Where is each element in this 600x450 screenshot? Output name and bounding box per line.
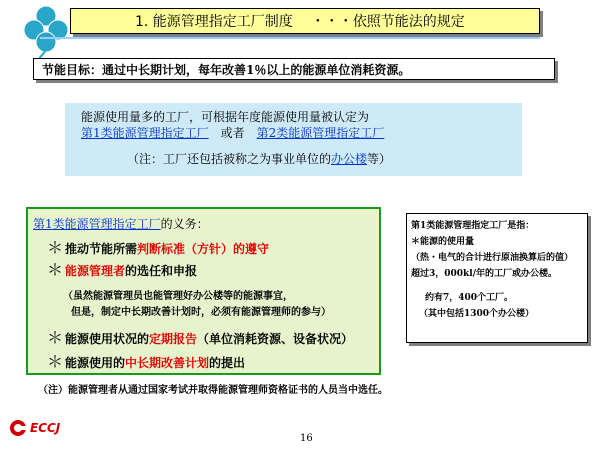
explain-types bbox=[81, 125, 522, 141]
side-line-3: （热・电气的合计进行原油换算后的值） bbox=[411, 253, 574, 263]
duty-sub-1: （虽然能源管理员也能管理好办公楼等的能源事宜， bbox=[63, 291, 293, 302]
star-bullet-icon: ＊ bbox=[47, 328, 64, 347]
star-bullet-icon: ＊ bbox=[47, 352, 64, 371]
explain-note bbox=[81, 151, 522, 167]
star-bullet-icon: ＊ bbox=[47, 238, 64, 257]
duty-item-1-highlight: 判断标准（方针）的遵守 bbox=[137, 242, 270, 256]
duty-item-1: ＊ 推动节能所需判断标准（方针）的遵守 bbox=[47, 238, 270, 257]
logo-text: ECCJ bbox=[30, 421, 61, 435]
goal-text: 节能目标：通过中长期计划，每年改善1％以上的能源单位消耗资源。 bbox=[42, 63, 411, 77]
type1-link[interactable]: 第1类能源管理指定工厂 bbox=[81, 126, 209, 140]
duty-item-4: ＊ 能源使用的中长期改善计划的提出 bbox=[47, 352, 246, 371]
duties-heading-rest: 的义务： bbox=[160, 217, 209, 231]
side-line-2: ＊能源的使用量 bbox=[411, 237, 475, 247]
side-line-1: 第1类能源管理指定工厂是指： bbox=[411, 221, 535, 231]
duty-item-2: ＊ 能源管理者的选任和申报 bbox=[47, 260, 198, 279]
title-dots: ・・・ bbox=[310, 14, 353, 30]
duty-item-3: ＊ 能源使用状况的定期报告（单位消耗资源、设备状况） bbox=[47, 328, 354, 347]
title-banner bbox=[70, 8, 540, 34]
duties-heading-link[interactable]: 第1类能源管理指定工厂 bbox=[33, 217, 161, 231]
office-link[interactable]: 办公楼 bbox=[331, 152, 368, 166]
side-line-5: 约有7，400个工厂。 bbox=[425, 293, 514, 303]
side-info-box bbox=[406, 213, 588, 343]
title-underline bbox=[40, 37, 540, 39]
or-text: 或者 bbox=[220, 126, 245, 140]
note-prefix: （注：工厂还包括被称之为事业单位的 bbox=[127, 152, 332, 166]
duties-panel bbox=[26, 207, 381, 375]
type2-link[interactable]: 第2类能源管理指定工厂 bbox=[256, 126, 385, 140]
side-line-6: （其中包括1300个办公楼） bbox=[419, 309, 535, 319]
page-number: 16 bbox=[300, 433, 313, 444]
explain-panel bbox=[65, 103, 522, 176]
goal-box bbox=[33, 58, 555, 80]
duty-item-4-highlight: 中长期改善计划 bbox=[125, 356, 210, 370]
duty-sub-2: 但是，制定中长期改善计划时，必须有能源管理师的参与） bbox=[71, 307, 331, 318]
duties-heading bbox=[33, 215, 379, 235]
title-suffix: 依照节能法的规定 bbox=[352, 14, 465, 30]
title-main: 1. 能源管理指定工厂制度 bbox=[135, 14, 293, 30]
note-suffix: 等） bbox=[367, 152, 392, 166]
side-line-4: 超过3，000kl/年的工厂或办公楼。 bbox=[411, 269, 557, 279]
footnote: （注）能源管理者从通过国家考试并取得能源管理师资格证书的人员当中选任。 bbox=[38, 385, 388, 396]
duty-item-2-highlight: 能源管理者 bbox=[65, 264, 126, 278]
duty-item-3-highlight: 定期报告 bbox=[149, 332, 198, 346]
explain-line1: 能源使用量多的工厂，可根据年度能源使用量被认定为 bbox=[81, 110, 370, 124]
star-bullet-icon: ＊ bbox=[47, 260, 64, 279]
